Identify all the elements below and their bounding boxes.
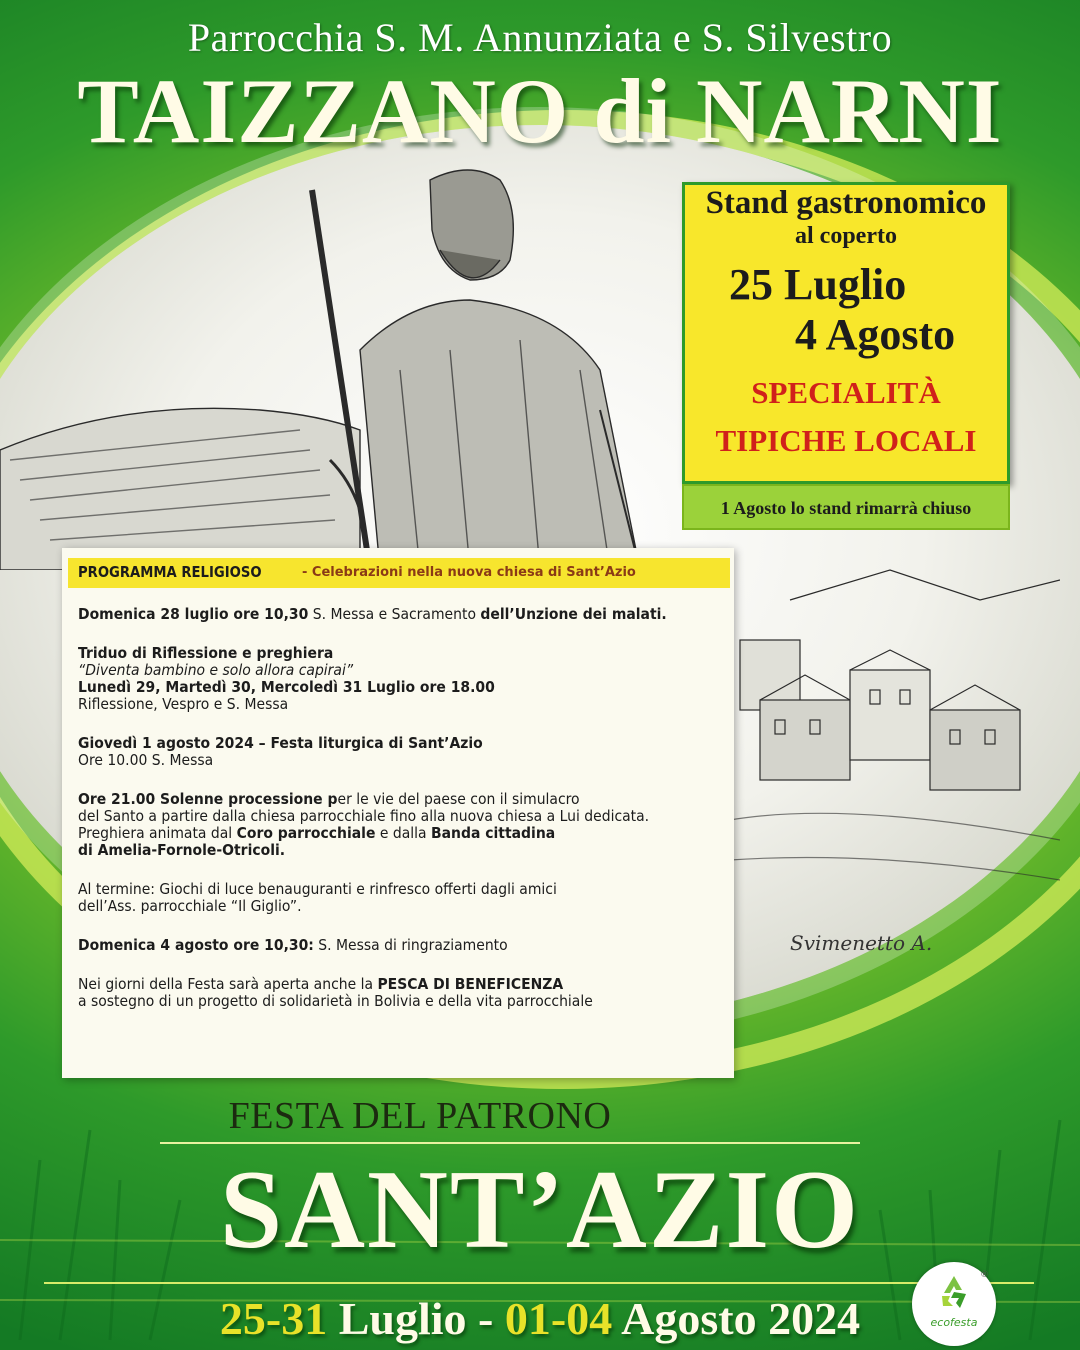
entry-2-dates: Lunedì 29, Martedì 30, Mercoledì 31 Luglio ore 18.00 bbox=[78, 678, 495, 696]
stand-title: Stand gastronomico bbox=[705, 185, 987, 221]
entry-6-text: S. Messa di ringraziamento bbox=[313, 936, 508, 954]
entry-4-line3a: Preghiera animata dal bbox=[78, 824, 237, 842]
entry-4-band: Banda cittadina bbox=[431, 824, 556, 842]
program-entry-4 bbox=[78, 791, 663, 859]
entry-4-title: Ore 21.00 Solenne processione p bbox=[78, 790, 338, 808]
program-entry-1 bbox=[78, 605, 667, 623]
entry-1-date: Domenica 28 luglio ore 10,30 bbox=[78, 605, 309, 623]
dates-month-2: Agosto 2024 bbox=[612, 1293, 861, 1344]
entry-3-text: Ore 10.00 S. Messa bbox=[78, 751, 214, 769]
entry-3-title: Giovedì 1 agosto 2024 – Festa liturgica di Sant’Azio bbox=[78, 734, 483, 752]
ecofesta-text: ecofesta bbox=[930, 1316, 978, 1329]
entry-4-band-origin: di Amelia-Fornole-Otricoli. bbox=[78, 841, 286, 859]
registered-mark: ® bbox=[980, 1270, 989, 1280]
stand-closed-notice: 1 Agosto lo stand rimarrà chiuso bbox=[682, 484, 1010, 530]
page-title: TAIZZANO di NARNI bbox=[77, 60, 1003, 162]
stand-start-date: 25 Luglio bbox=[729, 260, 907, 309]
entry-7-charity: PESCA DI BENEFICENZA bbox=[377, 975, 564, 993]
recycle-icon bbox=[934, 1272, 974, 1312]
saint-name: SANT’AZIO bbox=[219, 1148, 861, 1272]
program-entry-5 bbox=[78, 881, 663, 915]
saint-sketch-illustration bbox=[0, 150, 680, 570]
divider bbox=[44, 1282, 1034, 1284]
parish-name: Parrocchia S. M. Annunziata e S. Silvestro bbox=[187, 15, 893, 60]
religious-program-box bbox=[62, 548, 734, 1078]
program-entry-3 bbox=[78, 735, 663, 769]
village-sketch-illustration bbox=[730, 560, 1060, 980]
entry-7-line1: Nei giorni della Festa sarà aperta anche la bbox=[78, 975, 378, 993]
food-stand-box bbox=[682, 182, 1010, 484]
dates-range-2: 01-04 bbox=[504, 1293, 613, 1344]
stand-subtitle: al coperto bbox=[795, 223, 897, 249]
entry-4-line2: del Santo a partire dalla chiesa parrocchiale fino alla nuova chiesa a Lui dedicata. bbox=[78, 807, 650, 825]
entry-5-line2: dell’Ass. parrocchiale “Il Giglio”. bbox=[78, 897, 302, 915]
entry-4-choir: Coro parrocchiale bbox=[236, 824, 376, 842]
entry-5-line1: Al termine: Giochi di luce benauguranti e rinfresco offerti dagli amici bbox=[78, 880, 557, 898]
entry-2-quote: “Diventa bambino e solo allora capirai” bbox=[78, 661, 354, 679]
divider bbox=[160, 1142, 860, 1144]
program-title: PROGRAMMA RELIGIOSO bbox=[78, 563, 262, 581]
program-entry-7 bbox=[78, 976, 663, 1010]
entry-2-title: Triduo di Riflessione e preghiera bbox=[78, 644, 334, 662]
program-subtitle: - Celebrazioni nella nuova chiesa di Sant’Azio bbox=[302, 565, 636, 580]
entry-1-text: S. Messa e Sacramento bbox=[308, 605, 481, 623]
program-entry-2 bbox=[78, 645, 663, 713]
entry-4-line3c: e dalla bbox=[375, 824, 432, 842]
program-body bbox=[78, 606, 728, 1032]
program-header bbox=[68, 558, 730, 588]
entry-4-line1: er le vie del paese con il simulacro bbox=[337, 790, 580, 808]
dates-month-1: Luglio - bbox=[327, 1293, 505, 1344]
entry-6-date: Domenica 4 agosto ore 10,30: bbox=[78, 936, 314, 954]
stand-specialty-line1: SPECIALITÀ bbox=[751, 375, 941, 410]
festa-label: FESTA DEL PATRONO bbox=[228, 1095, 612, 1137]
entry-2-text: Riflessione, Vespro e S. Messa bbox=[78, 695, 289, 713]
ecofesta-logo bbox=[912, 1262, 996, 1346]
stand-end-date: 4 Agosto bbox=[795, 310, 956, 359]
entry-7-line2: a sostegno di un progetto di solidarietà in Bolivia e della vita parrocchiale bbox=[78, 992, 593, 1010]
program-entry-6 bbox=[78, 937, 663, 954]
artist-signature: Svimenetto A. bbox=[790, 931, 933, 955]
entry-1-text-bold: dell’Unzione dei malati. bbox=[480, 605, 667, 623]
stand-specialty-line2: TIPICHE LOCALI bbox=[715, 423, 977, 458]
dates-range-1: 25-31 bbox=[219, 1293, 328, 1344]
